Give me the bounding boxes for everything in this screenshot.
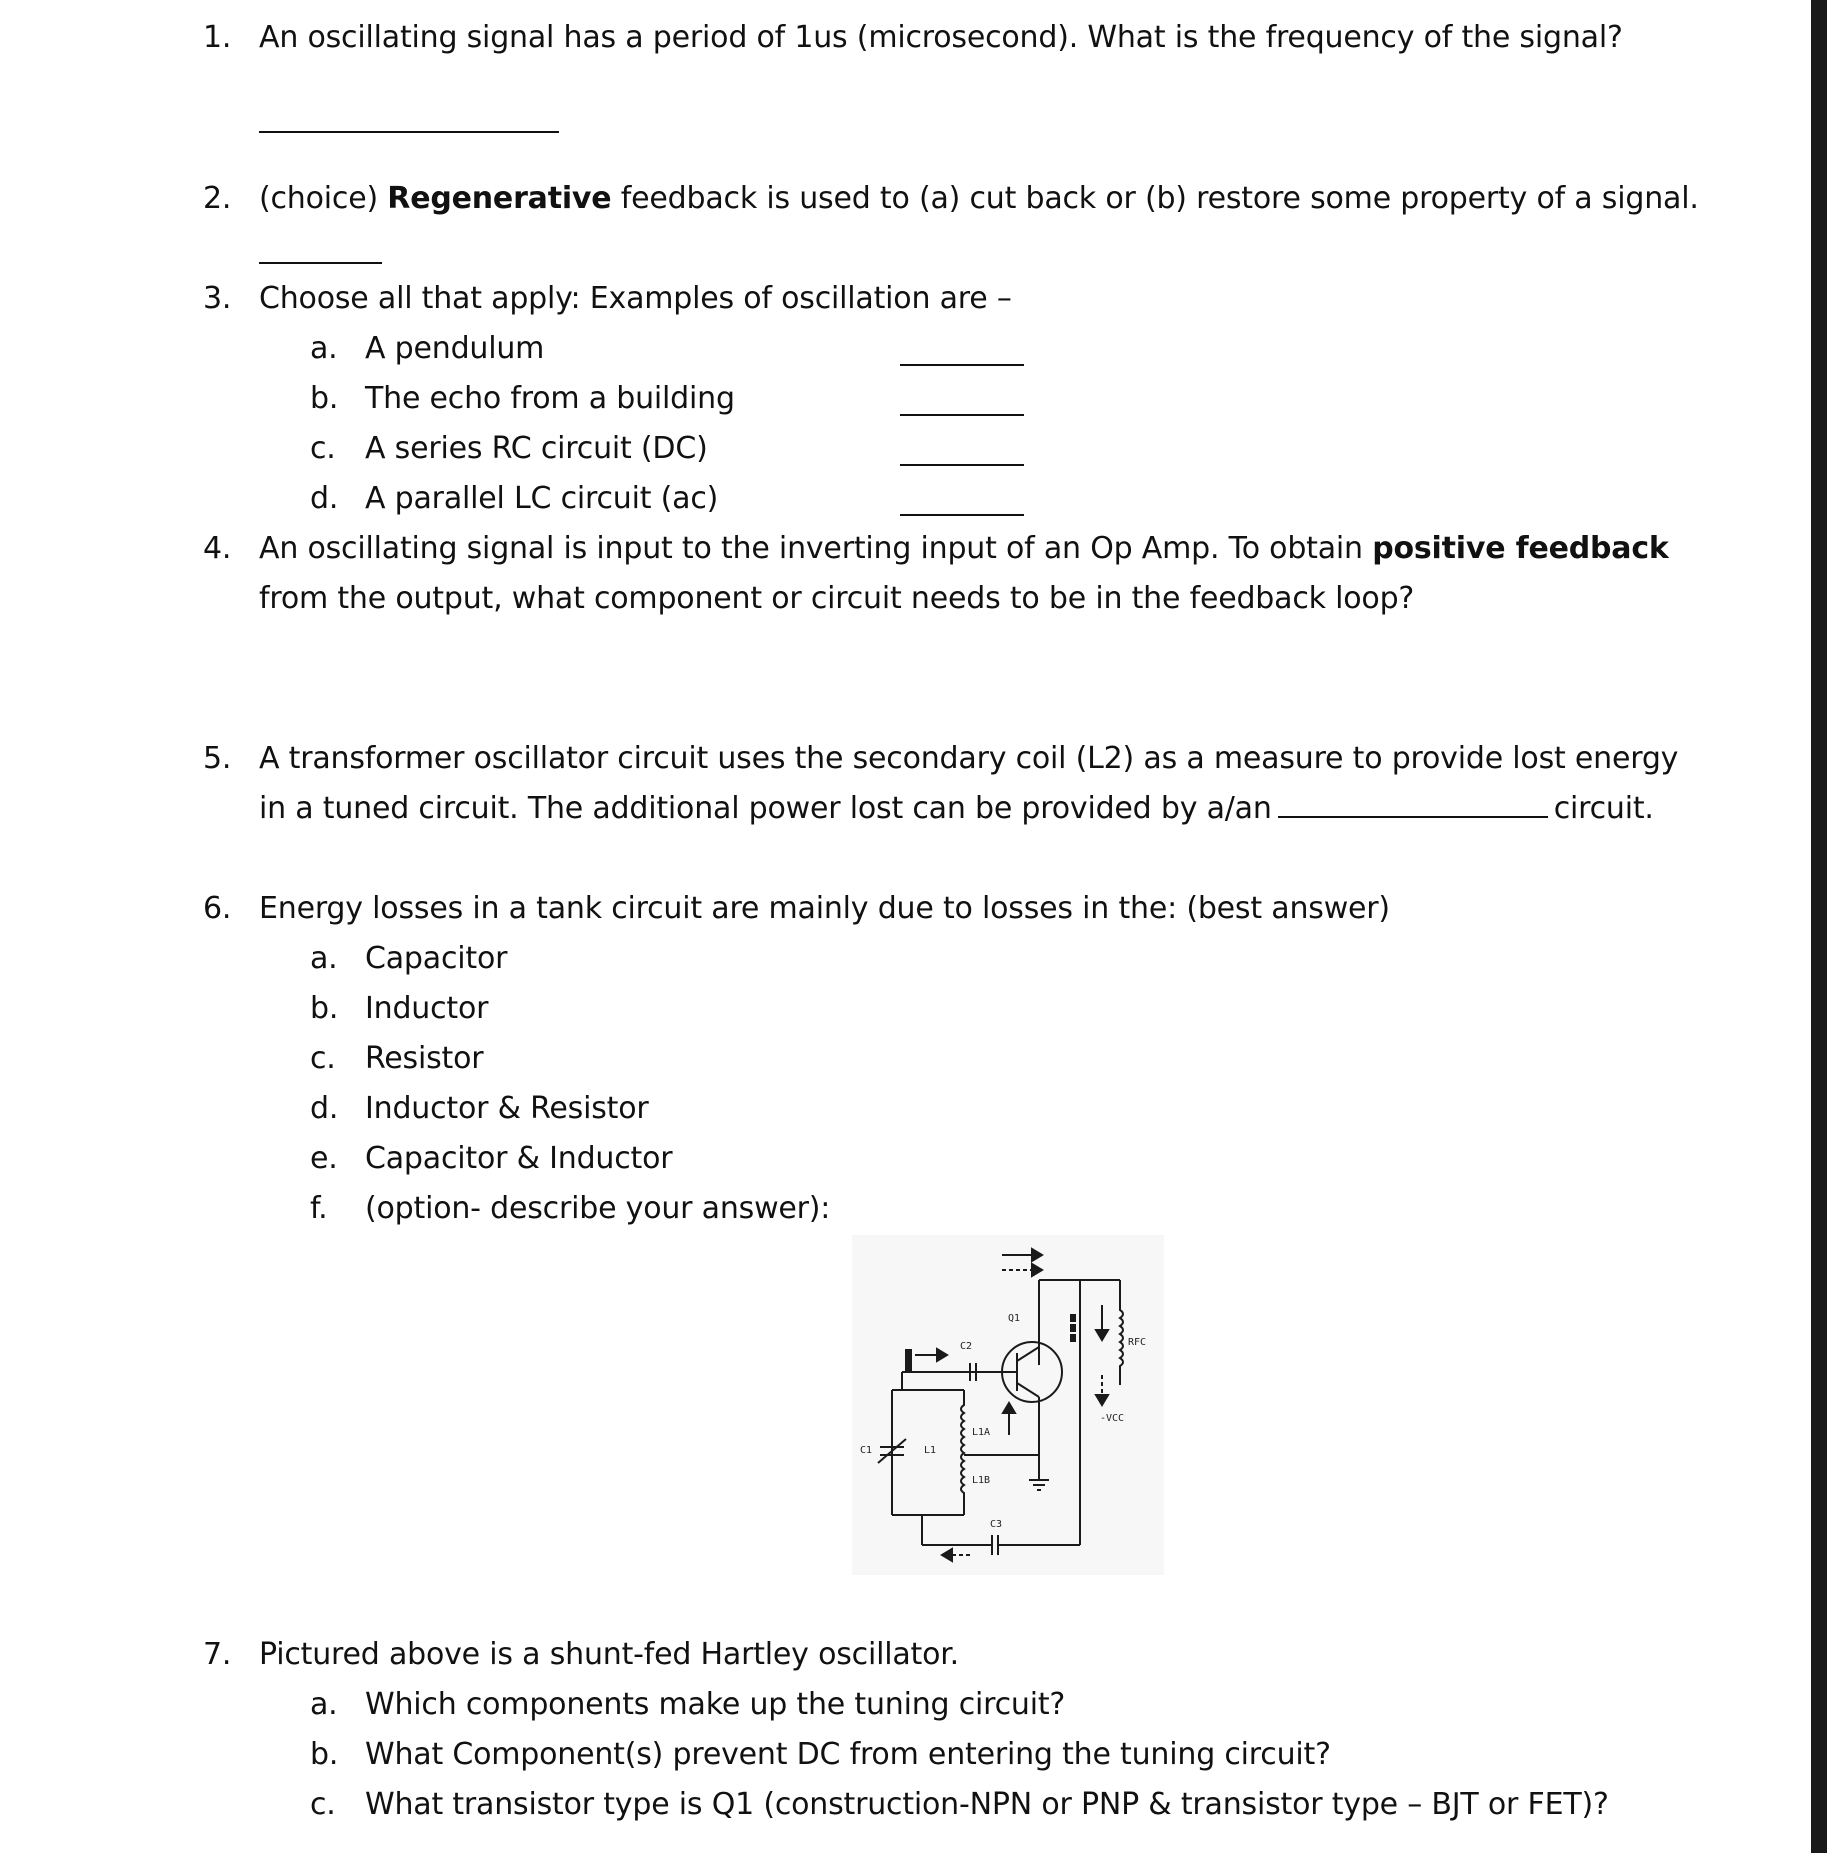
q6-option-e-letter: e. <box>310 1141 338 1176</box>
q3-option-d-blank[interactable] <box>900 514 1024 516</box>
q5-text-line2-pre: in a tuned circuit. The additional power lost can be provided by a/an <box>259 791 1272 826</box>
q3-option-c-blank[interactable] <box>900 464 1024 466</box>
q3-option-c-letter: c. <box>310 431 336 466</box>
q2-text-pre: (choice) <box>259 181 388 216</box>
q6-text: Energy losses in a tank circuit are mainly due to losses in the: (best answer) <box>259 891 1390 926</box>
q7-option-c-letter: c. <box>310 1787 336 1822</box>
label-c1: C1 <box>860 1445 873 1456</box>
hartley-oscillator-schematic <box>852 1235 1164 1575</box>
q4-text-line1 <box>259 531 1669 567</box>
label-l1b: L1B <box>972 1475 991 1486</box>
q3-option-c-text: A series RC circuit (DC) <box>365 431 708 466</box>
q2-text-bold: Regenerative <box>387 181 612 216</box>
q6-option-d-letter: d. <box>310 1091 339 1126</box>
q2-answer-blank[interactable] <box>259 262 382 264</box>
q3-option-b-blank[interactable] <box>900 414 1024 416</box>
q3-text: Choose all that apply: Examples of oscillation are – <box>259 281 1012 316</box>
q6-option-a-text: Capacitor <box>365 941 508 976</box>
q6-option-b-letter: b. <box>310 991 339 1026</box>
q3-option-d-letter: d. <box>310 481 339 516</box>
hartley-oscillator-figure <box>852 1235 1164 1575</box>
q2-text <box>259 181 1699 217</box>
q4-text-pre: An oscillating signal is input to the inverting input of an Op Amp. To obtain <box>259 531 1373 566</box>
q2-number: 2. <box>203 181 232 216</box>
q7-text: Pictured above is a shunt-fed Hartley oscillator. <box>259 1637 959 1672</box>
q3-option-d-text: A parallel LC circuit (ac) <box>365 481 719 516</box>
label-vcc: -VCC <box>1100 1413 1125 1424</box>
q6-option-a-letter: a. <box>310 941 338 976</box>
q3-option-a-blank[interactable] <box>900 364 1024 366</box>
q1-text: An oscillating signal has a period of 1us (microsecond). What is the frequency of the signal? <box>259 20 1623 55</box>
q2-text-post: feedback is used to (a) cut back or (b) restore some property of a signal. <box>611 181 1699 216</box>
q7-option-a-text: Which components make up the tuning circuit? <box>365 1687 1066 1722</box>
q7-option-b-text: What Component(s) prevent DC from entering the tuning circuit? <box>365 1737 1331 1772</box>
q1-answer-blank[interactable] <box>259 131 559 133</box>
q5-text-line2-post: circuit. <box>1553 791 1654 826</box>
q7-number: 7. <box>203 1637 232 1672</box>
q5-text-line1: A transformer oscillator circuit uses the secondary coil (L2) as a measure to provide lost energy <box>259 741 1679 776</box>
q3-option-b-text: The echo from a building <box>365 381 735 416</box>
q3-option-a-letter: a. <box>310 331 338 366</box>
q6-option-c-text: Resistor <box>365 1041 484 1076</box>
q5-text-line2 <box>259 791 1654 827</box>
label-c2: C2 <box>960 1341 973 1352</box>
q7-option-b-letter: b. <box>310 1737 339 1772</box>
q6-option-b-text: Inductor <box>365 991 489 1026</box>
label-c3: C3 <box>990 1519 1003 1530</box>
q3-number: 3. <box>203 281 232 316</box>
q1-number: 1. <box>203 20 232 55</box>
q6-option-d-text: Inductor & Resistor <box>365 1091 649 1126</box>
q3-option-a-text: A pendulum <box>365 331 545 366</box>
label-rfc: RFC <box>1128 1337 1147 1348</box>
q5-answer-blank[interactable] <box>1278 816 1548 818</box>
q4-text-line2: from the output, what component or circuit needs to be in the feedback loop? <box>259 581 1415 616</box>
page-edge-bar <box>1811 0 1827 1853</box>
q6-option-e-text: Capacitor & Inductor <box>365 1141 673 1176</box>
q6-option-f-text: (option- describe your answer): <box>365 1191 831 1226</box>
q6-number: 6. <box>203 891 232 926</box>
q7-option-a-letter: a. <box>310 1687 338 1722</box>
q4-text-bold: positive feedback <box>1372 531 1669 566</box>
q3-option-b-letter: b. <box>310 381 339 416</box>
q6-option-f-letter: f. <box>310 1191 328 1226</box>
q7-option-c-text: What transistor type is Q1 (construction-NPN or PNP & transistor type – BJT or FET)? <box>365 1787 1609 1822</box>
label-l1: L1 <box>924 1445 937 1456</box>
q4-number: 4. <box>203 531 232 566</box>
label-l1a: L1A <box>972 1427 991 1438</box>
q6-option-c-letter: c. <box>310 1041 336 1076</box>
q5-number: 5. <box>203 741 232 776</box>
label-q1: Q1 <box>1008 1313 1021 1324</box>
